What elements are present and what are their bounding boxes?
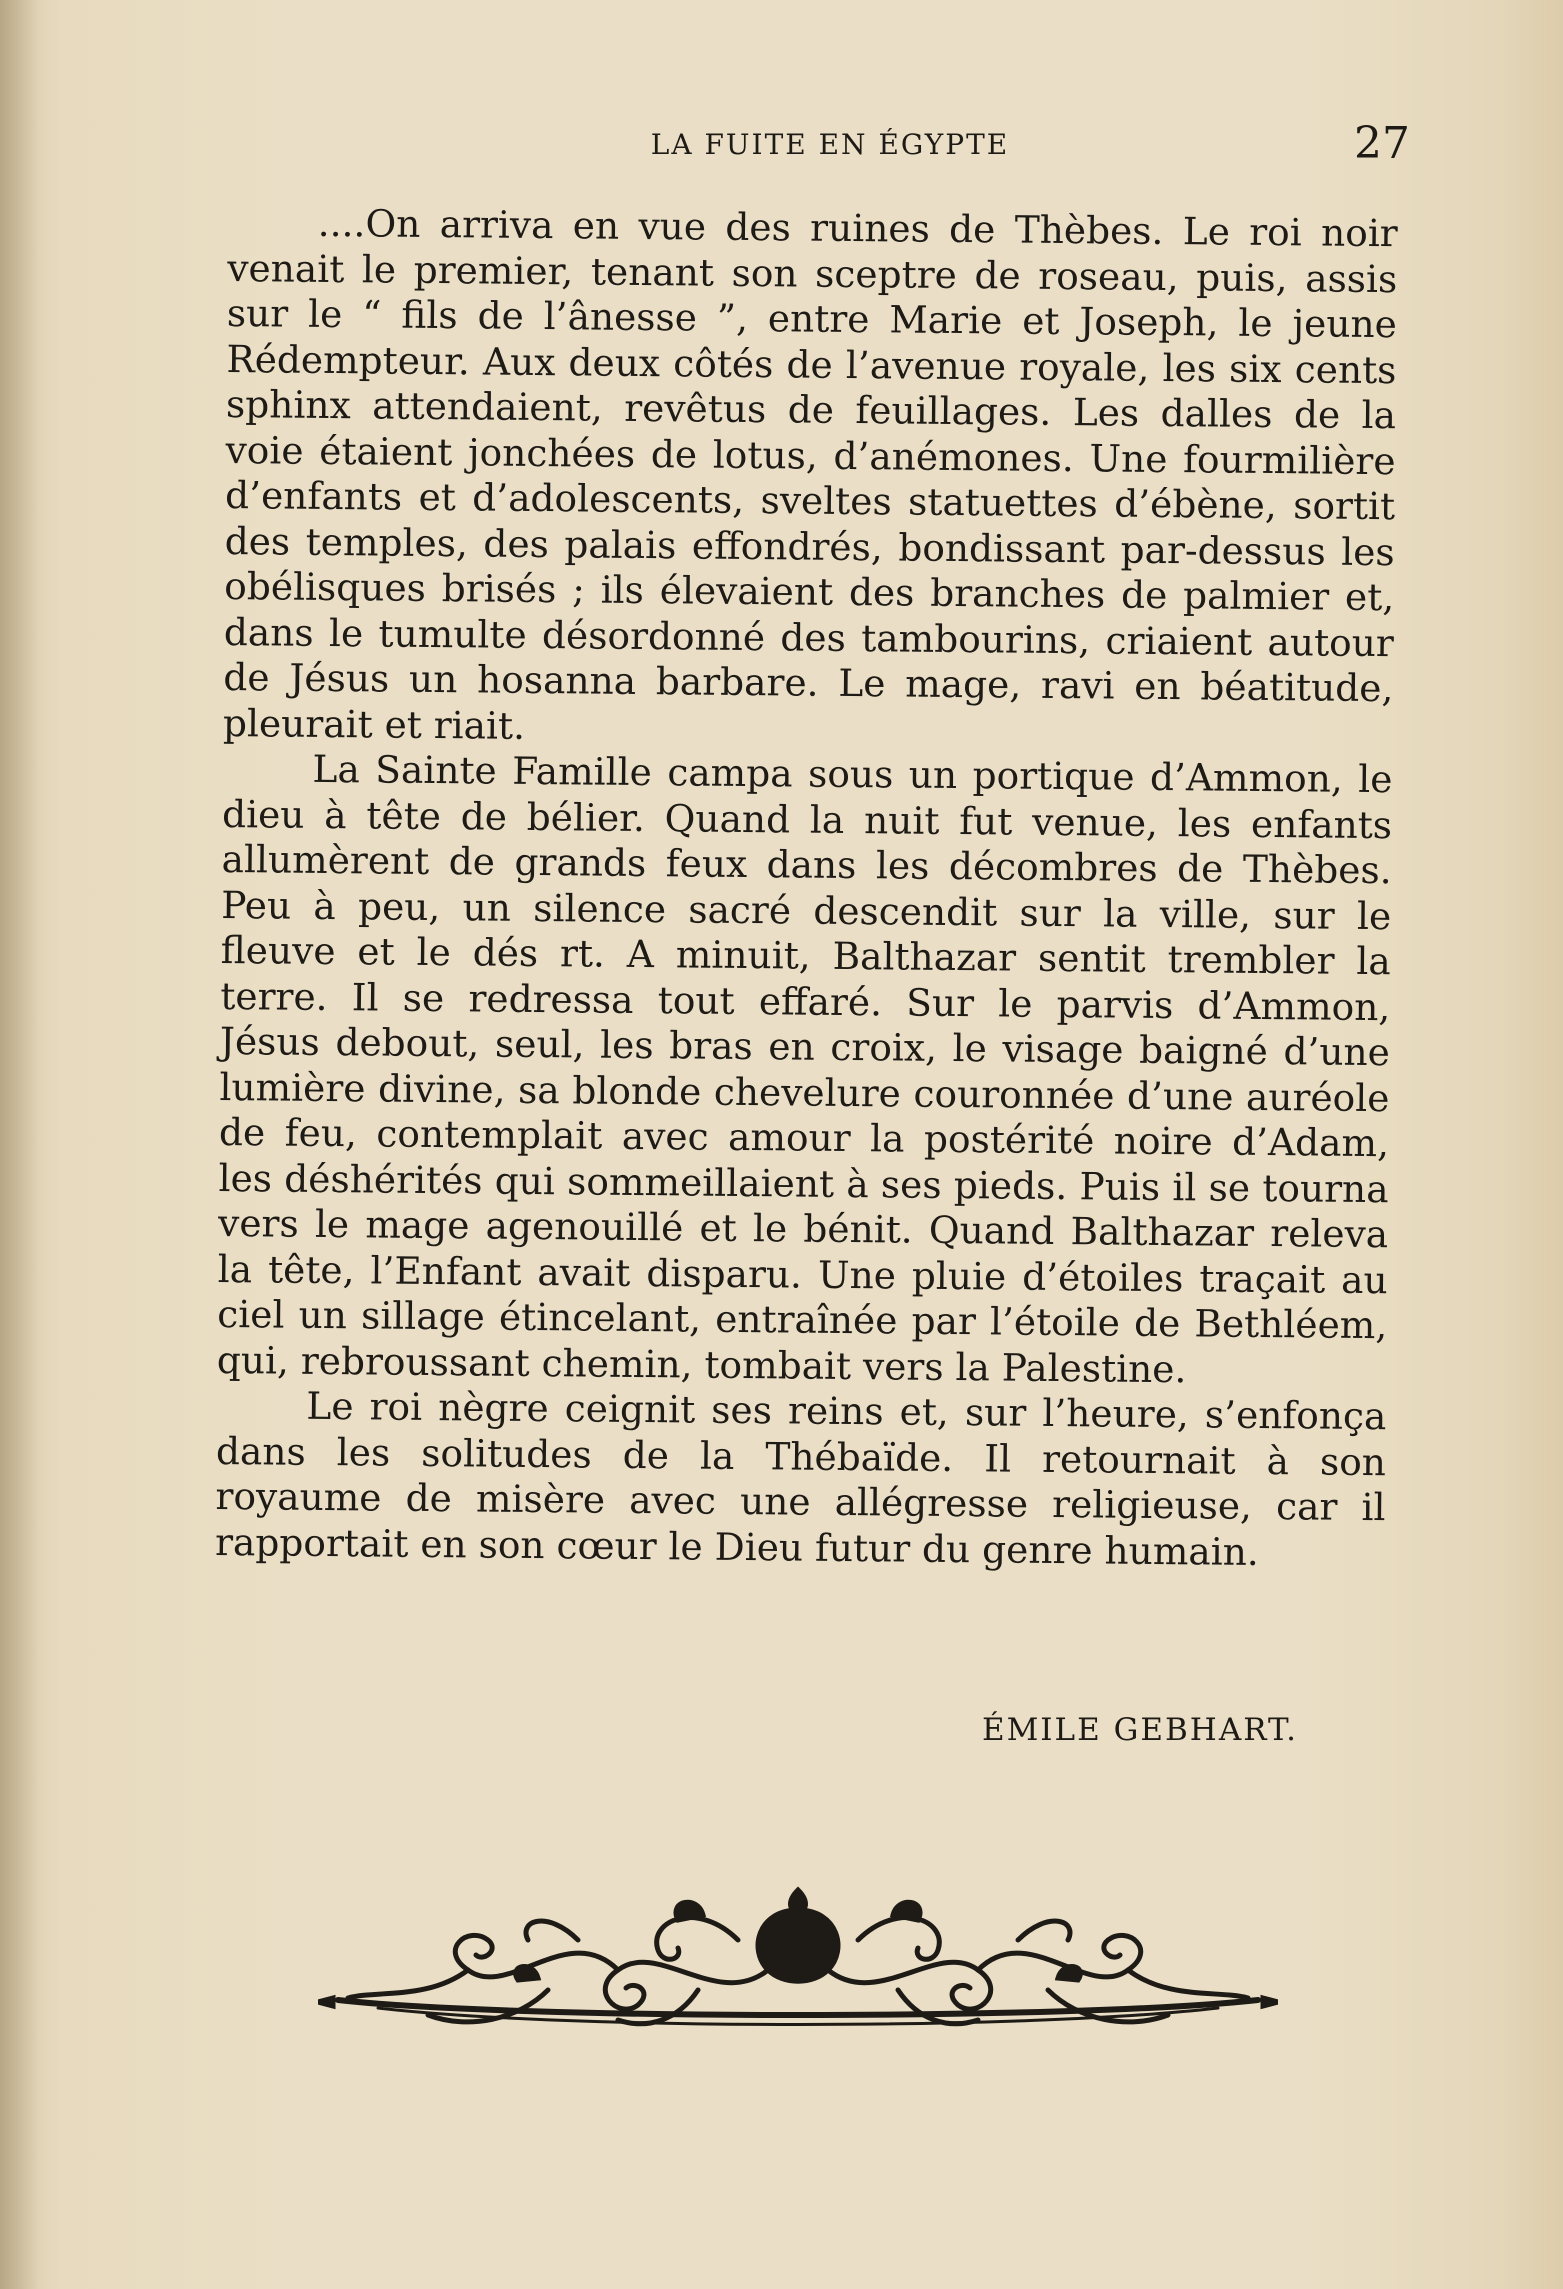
paragraph: ....On arriva en vue des ruines de Thèbes. Le roi noir venait le premier, tenant son sceptre de roseau, puis, assis sur le “ fils de l’ânesse ”, entre Marie et Joseph, le jeune Rédempteur. Aux deux côtés de l’avenue royale, les six cents sphinx attendaient, revêtus de feuillages. Les dalles de la voie étaient jonchées de lotus, d’anémones. Une fourmilière d’enfants et d’adolescents, sveltes statuettes d’ébène, sortit des temples, des palais effondrés, bondissant par-dessus les obélisques brisés ; ils élevaient des branches de palmier et, dans le tumulte désordonné des tambourins, criaient autour de Jésus un hosanna barbare. Le mage, ravi en béatitude, pleurait et riait. — [222, 200, 1398, 748]
paragraph: Le roi nègre ceignit ses reins et, sur l’heure, s’enfonça dans les solitudes de la Thébaïde. Il retournait à son royaume de misère avec une allégresse religieuse, car il rapportait en son cœur le Dieu futur du genre humain. — [214, 1383, 1387, 1574]
paragraph: La Sainte Famille campa sous un portique d’Ammon, le dieu à tête de bélier. Quand la nuit fut venue, les enfants allumèrent de grands feux dans les décombres de Thèbes. Peu à peu, un silence sacré descendit sur la ville, sur le fleuve et le dés rt. A minuit, Balthazar sentit trembler la terre. Il se redressa tout effaré. Sur le parvis d’Ammon, Jésus debout, seul, les bras en croix, le visage baigné d’une lumière divine, sa blonde chevelure couronnée d’une auréole de feu, contemplait avec amour la postérité noire d’Adam, les déshérités qui sommeillaient à ses pieds. Puis il se tourna vers le mage agenouillé et le bénit. Quand Balthazar releva la tête, l’Enfant avait disparu. Une pluie d’étoiles traçait au ciel un sillage étincelant, entraînée par l’étoile de Bethléem, qui, rebroussant chemin, tombait vers la Palestine. — [216, 746, 1393, 1391]
author-signature: ÉMILE GEBHART. — [981, 1712, 1298, 1748]
gutter-shadow — [0, 0, 40, 2289]
fleuron-tailpiece-icon — [318, 1880, 1278, 2060]
running-head: LA FUITE EN ÉGYPTE — [650, 128, 1010, 161]
body-text — [215, 200, 1398, 1576]
page-number: 27 — [1354, 118, 1410, 169]
